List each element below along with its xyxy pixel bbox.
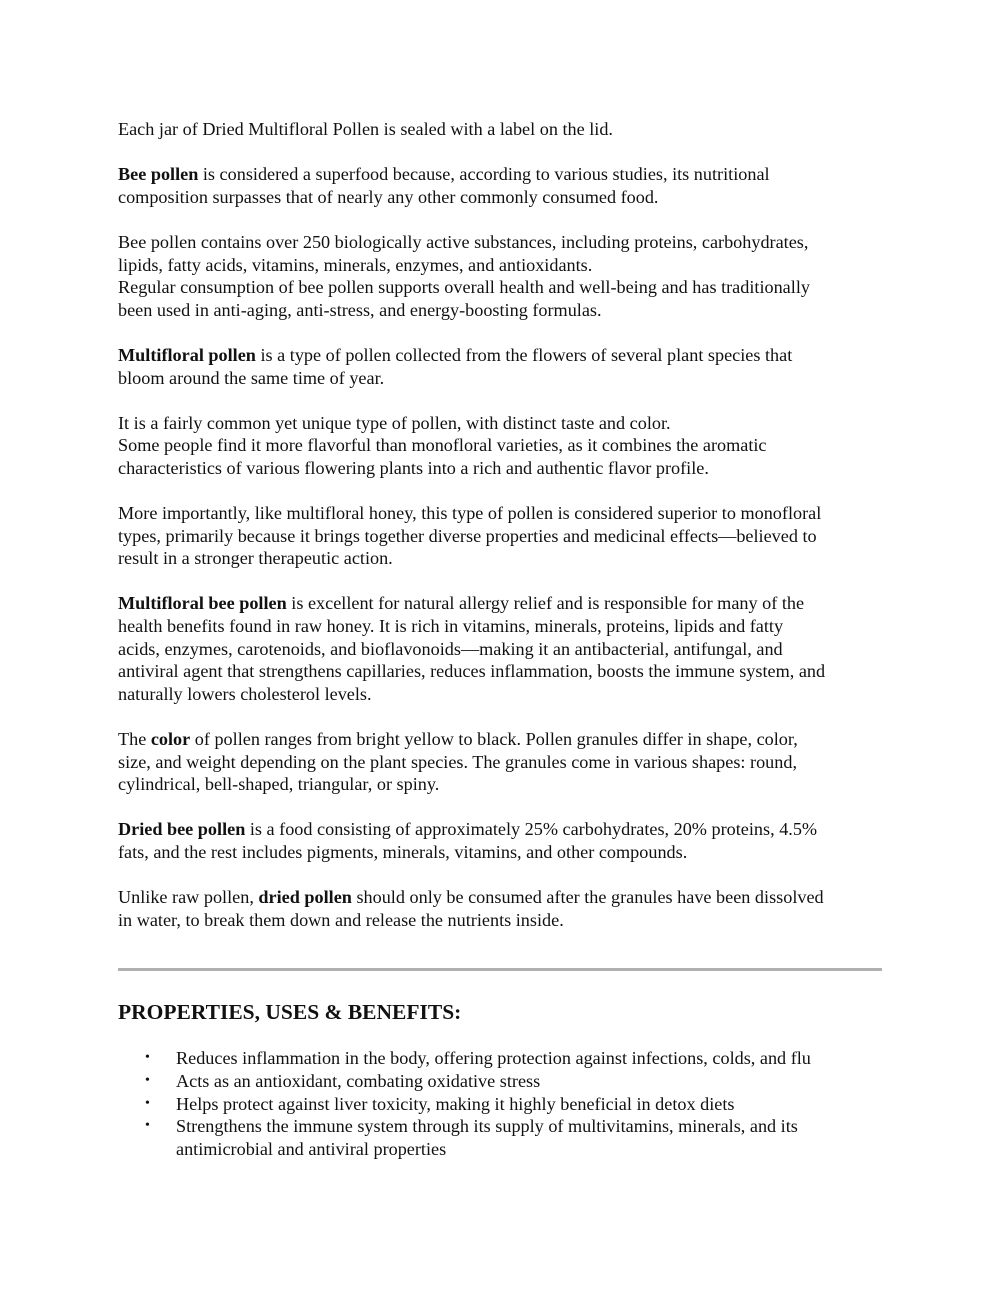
list-item [118,1070,886,1093]
bee-pollen-paragraph [118,163,886,208]
intro-paragraph [118,118,886,141]
superior-line-1: More importantly, like multifloral honey, this type of pollen is considered superior to monofloral [118,503,822,524]
multifloral-pollen-term: Multifloral pollen [118,344,256,365]
list-item-text: Strengthens the immune system through its supply of multivitamins, minerals, and its [176,1116,798,1137]
substances-paragraph [118,231,886,321]
list-item-text: Helps protect against liver toxicity, making it highly beneficial in detox diets [176,1093,735,1114]
list-item [118,1093,886,1116]
bullet-icon: • [145,1050,150,1066]
list-item [118,1115,886,1160]
benefits-list [118,1047,886,1160]
color-term: color [150,729,191,750]
superior-line-2: types, primarily because it brings together diverse properties and medicinal effects—believed to [118,525,817,546]
multifloral-definition-paragraph [118,344,886,389]
list-item-text: Acts as an antioxidant, combating oxidative stress [176,1070,541,1091]
list-item-text-continued: antimicrobial and antiviral properties [176,1138,447,1159]
raw-prefix: Unlike raw pollen, [118,887,259,908]
bee-pollen-term: Bee pollen [118,164,199,185]
taste-line-3: characteristics of various flowering plants into a rich and authentic flavor profile. [118,457,709,478]
list-item [118,1047,886,1070]
color-paragraph [118,728,886,796]
multifloral-bee-pollen-term: Multifloral bee pollen [118,593,287,614]
raw-paragraph [118,886,886,931]
horizontal-divider [118,968,882,971]
multifloral-definition-line-1: is a type of pollen collected from the flowers of several plant species that [255,344,793,365]
section-heading: PROPERTIES, USES & BENEFITS: [118,1000,462,1025]
substances-line-3: Regular consumption of bee pollen supports overall health and well-being and has traditionally [118,277,810,298]
dried-line-1: is a food consisting of approximately 25% carbohydrates, 20% proteins, 4.5% [245,819,818,840]
bee-pollen-line-2: composition surpasses that of nearly any other commonly consumed food. [118,186,659,207]
bullet-icon: • [145,1072,150,1088]
allergy-line-1: is excellent for natural allergy relief and is responsible for many of the [286,593,805,614]
superior-paragraph [118,502,886,570]
color-line-3: cylindrical, bell-shaped, triangular, or spiny. [118,774,440,795]
color-line-1: of pollen ranges from bright yellow to black. Pollen granules differ in shape, color, [190,729,798,750]
bee-pollen-line-1: is considered a superfood because, according to various studies, its nutritional [198,164,770,185]
substances-line-4: been used in anti-aging, anti-stress, and energy-boosting formulas. [118,299,602,320]
dried-line-2: fats, and the rest includes pigments, minerals, vitamins, and other compounds. [118,842,688,862]
color-line-2: size, and weight depending on the plant species. The granules come in various shapes: round, [118,751,797,772]
dried-bee-pollen-term: Dried bee pollen [118,819,246,840]
taste-line-2: Some people find it more flavorful than monofloral varieties, as it combines the aromatic [118,435,767,456]
allergy-line-3: acids, enzymes, carotenoids, and bioflavonoids—making it an antibacterial, antifungal, and [118,638,783,659]
taste-line-1: It is a fairly common yet unique type of pollen, with distinct taste and color. [118,412,671,433]
list-item-text: Reduces inflammation in the body, offering protection against infections, colds, and flu [176,1048,811,1069]
dried-pollen-term: dried pollen [258,887,352,908]
multifloral-definition-line-2: bloom around the same time of year. [118,367,385,388]
color-prefix: The [118,729,151,750]
document-page [118,118,886,1160]
substances-line-1: Bee pollen contains over 250 biologically active substances, including proteins, carbohydrates, [118,231,809,252]
allergy-line-5: naturally lowers cholesterol levels. [118,683,372,704]
superior-line-3: result in a stronger therapeutic action. [118,548,393,569]
allergy-paragraph [118,592,886,705]
dried-paragraph [118,818,886,863]
bullet-icon: • [145,1118,150,1134]
intro-text: Each jar of Dried Multifloral Pollen is sealed with a label on the lid. [118,119,613,139]
taste-paragraph [118,412,886,480]
raw-line-2: in water, to break them down and release the nutrients inside. [118,909,564,930]
substances-line-2: lipids, fatty acids, vitamins, minerals, enzymes, and antioxidants. [118,254,593,275]
bullet-icon: • [145,1095,150,1111]
allergy-line-2: health benefits found in raw honey. It is rich in vitamins, minerals, proteins, lipids and fatty [118,616,784,637]
allergy-line-4: antiviral agent that strengthens capillaries, reduces inflammation, boosts the immune system, and [118,661,826,682]
raw-line-1: should only be consumed after the granules have been dissolved [351,887,824,908]
